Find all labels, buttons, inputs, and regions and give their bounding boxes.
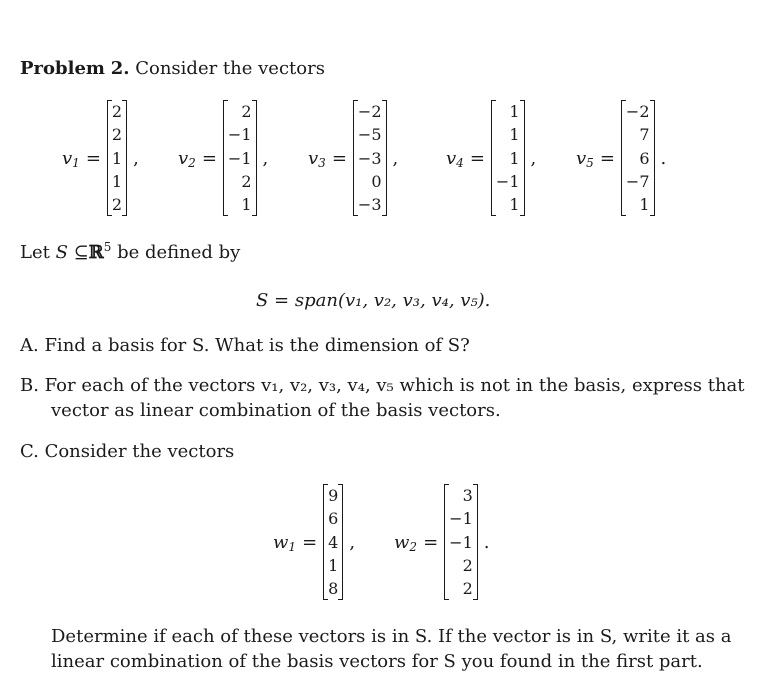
matrix-entry: −1 (449, 532, 473, 552)
column-matrix (444, 484, 478, 600)
vector-subscript: 2 (409, 539, 418, 554)
separator: , (392, 147, 399, 169)
matrix-entry: 0 (371, 171, 382, 191)
problem-heading (20, 58, 325, 80)
vectors-vector-1 (62, 99, 139, 217)
let-suffix: be defined by (117, 242, 241, 263)
matrix-entry: 2 (111, 195, 123, 214)
vectors-vector-label (576, 148, 594, 169)
equals-sign: = (201, 147, 217, 169)
vectors-vector-label (446, 148, 464, 169)
separator: . (483, 531, 490, 553)
problem-label: Problem (20, 58, 105, 79)
matrix-entry: 6 (639, 148, 650, 168)
vectors-vector-label (308, 148, 326, 169)
matrix-entry: −7 (625, 171, 650, 191)
vectors-vector-3 (308, 99, 398, 217)
vectors-vector-label (178, 148, 196, 169)
matrix-entry: 2 (111, 125, 123, 145)
matrix-entry: −1 (227, 125, 252, 145)
part-b-line2: vector as linear combination of the basis vectors. (51, 400, 501, 421)
part-c: C. Consider the vectors (20, 441, 235, 462)
matrix-entry: −5 (357, 125, 382, 145)
matrix-entry: −2 (357, 102, 382, 121)
matrix-entry: 1 (639, 195, 650, 214)
let-prefix: Let (20, 242, 50, 263)
matrix-entry: 8 (328, 579, 339, 598)
vector-name: w (273, 531, 289, 553)
column-matrix (621, 100, 655, 216)
vector-subscript: 5 (586, 155, 594, 170)
matrix-entry: 1 (509, 125, 520, 145)
separator: . (660, 147, 667, 169)
let-exp: 5 (103, 240, 112, 254)
vector-subscript: 2 (188, 155, 196, 170)
matrix-entry: −2 (625, 102, 650, 121)
equals-sign: = (85, 147, 101, 169)
separator: , (530, 147, 537, 169)
matrix-entry: 7 (639, 125, 650, 145)
matrix-entry: 1 (509, 148, 520, 168)
matrix-entry: −1 (495, 171, 520, 191)
part-a: A. Find a basis for S. What is the dimension of S? (20, 335, 470, 356)
let-line (20, 242, 240, 264)
equals-sign: = (302, 531, 318, 553)
vector-subscript: 1 (288, 539, 297, 554)
matrix-entry: −1 (227, 148, 252, 168)
matrix-entry: 6 (328, 509, 339, 529)
matrix-entry: 2 (241, 102, 252, 121)
vector-name: v (178, 147, 189, 169)
matrix-entry: 2 (462, 579, 473, 598)
equals-sign: = (423, 531, 439, 553)
matrix-entry: 2 (241, 171, 252, 191)
matrix-entry: 1 (111, 171, 123, 191)
vector-name: v (576, 147, 587, 169)
vectors-vector-2 (178, 99, 268, 217)
matrix-entry: 1 (241, 195, 252, 214)
matrix-entry: 2 (462, 555, 473, 575)
separator: , (133, 147, 139, 169)
matrix-entry: 1 (111, 148, 123, 168)
matrix-entry: 3 (462, 486, 473, 505)
vector-subscript: 3 (318, 155, 326, 170)
problem-number: 2. (110, 58, 130, 79)
span-equation: S = span(v₁, v₂, v₃, v₄, v₅). (256, 290, 491, 311)
w_vectors-vector-2 (394, 483, 489, 601)
matrix-entry: 1 (328, 555, 339, 575)
let-set: S (55, 242, 68, 263)
matrix-entry: 2 (111, 102, 123, 121)
w_vectors-vector-1 (273, 483, 355, 601)
closing-line2: linear combination of the basis vectors for S you found in the first part. (51, 651, 703, 672)
equals-sign: = (469, 147, 485, 169)
matrix-entry: 1 (509, 195, 520, 214)
vectors-vector-label (62, 148, 80, 169)
vectors-vector-4 (446, 99, 536, 217)
column-matrix (491, 100, 525, 216)
w_vectors-vector-label (273, 532, 296, 553)
vectors-vector-5 (576, 99, 666, 217)
vector-name: w (394, 531, 410, 553)
matrix-entry: 1 (509, 102, 520, 121)
equals-sign: = (331, 147, 347, 169)
equals-sign: = (599, 147, 615, 169)
column-matrix (107, 100, 127, 216)
separator: , (349, 531, 356, 553)
column-matrix (353, 100, 387, 216)
part-b-line1: B. For each of the vectors v₁, v₂, v₃, v₄, v₅ which is not in the basis, express that (20, 375, 745, 396)
let-space: ℝ (88, 242, 104, 263)
closing-line1: Determine if each of these vectors is in S. If the vector is in S, write it as a (51, 626, 732, 647)
vector-name: v (446, 147, 457, 169)
matrix-entry: −3 (357, 195, 382, 214)
vector-subscript: 1 (72, 155, 80, 170)
let-subset: ⊆ (73, 242, 89, 263)
matrix-entry: 9 (328, 486, 339, 505)
column-matrix (323, 484, 343, 600)
matrix-entry: 4 (328, 532, 339, 552)
column-matrix (223, 100, 257, 216)
vector-name: v (62, 147, 73, 169)
matrix-entry: −3 (357, 148, 382, 168)
problem-intro: Consider the vectors (135, 58, 325, 79)
matrix-entry: −1 (449, 509, 473, 529)
w_vectors-vector-label (394, 532, 417, 553)
separator: , (262, 147, 269, 169)
vector-name: v (308, 147, 319, 169)
vector-subscript: 4 (456, 155, 464, 170)
